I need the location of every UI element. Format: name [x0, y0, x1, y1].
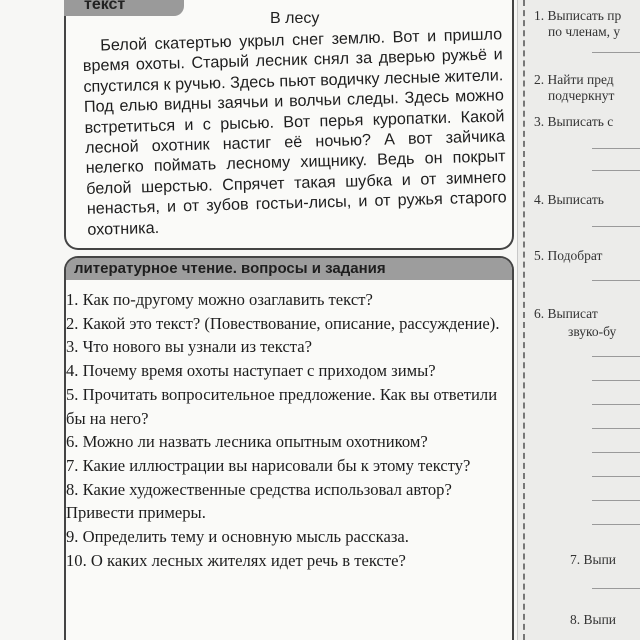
answer-line: [592, 588, 640, 589]
section-tab-label: текст: [84, 0, 126, 13]
questions-list: [66, 288, 506, 572]
question-item: 9. Определить тему и основную мысль рассказа.: [66, 527, 409, 547]
answer-line: [592, 428, 640, 429]
questions-header: [66, 258, 512, 280]
exercise-item: звуко-бу: [568, 324, 617, 339]
question-item: 3. Что нового вы узнали из текста?: [66, 337, 312, 357]
answer-line: [592, 356, 640, 357]
exercise-item: 4. Выписать: [534, 192, 604, 207]
cut-line: [523, 0, 525, 640]
answer-line: [592, 170, 640, 171]
answer-line: [592, 452, 640, 453]
exercise-item: 1. Выписать пр: [534, 8, 622, 23]
question-item: 6. Можно ли назвать лесника опытным охотником?: [66, 432, 428, 452]
question-item: 4. Почему время охоты наступает с приходом зимы?: [66, 361, 436, 381]
question-item: 5. Прочитать вопросительное предложение. Как вы ответили бы на него?: [66, 384, 498, 428]
answer-line: [592, 226, 640, 227]
answer-line: [592, 148, 640, 149]
answer-line: [592, 476, 640, 477]
exercise-item: 7. Выпи: [570, 552, 617, 567]
story-text: Белой скатертью укрыл снег землю. Вот и пришло время охоты. Старый лесник снял за дверью ружьё и спустился к ручью. Здесь пьют водичку лесные жители. Под елью видны заячьи и волчьи следы. Здесь можно встретиться и с рысью. Вот перья куропатки. Какой лесной охотник настиг её ночью? А вот зайчика нелегко поймать лесному хищнику. Ведь он покрыт белой шерстью. Спрячет такая шубка и от зимнего ненастья, и от зубов гостьи-лисы, и от ружья старого охотника.: [82, 25, 507, 239]
answer-line: [592, 404, 640, 405]
answer-line: [592, 500, 640, 501]
exercise-item: 8. Выпи: [570, 612, 617, 627]
answer-line: [592, 280, 640, 281]
answer-line: [592, 380, 640, 381]
story-title: В лесу: [270, 10, 320, 27]
answer-line: [592, 52, 640, 53]
question-item: 8. Какие художественные средства использовал автор? Привести примеры.: [66, 479, 452, 523]
exercise-item: 2. Найти пред: [534, 72, 614, 87]
exercise-item: 3. Выписать с: [534, 114, 614, 129]
question-item: 1. Как по-другому можно озаглавить текст?: [66, 290, 373, 309]
exercise-item: 6. Выписат: [534, 306, 598, 321]
questions-header-label: литературное чтение. вопросы и задания: [74, 260, 386, 277]
section-tab: [64, 0, 184, 16]
question-item: 7. Какие иллюстрации вы нарисовали бы к этому тексту?: [66, 455, 471, 475]
answer-line: [592, 524, 640, 525]
question-item: 10. О каких лесных жителях идет речь в тексте?: [66, 550, 406, 570]
exercise-item: по членам, у: [548, 24, 621, 39]
exercise-item: подчеркнут: [548, 88, 615, 103]
exercise-item: 5. Подобрат: [534, 248, 603, 263]
question-item: 2. Какой это текст? (Повествование, описание, рассуждение).: [66, 313, 500, 333]
